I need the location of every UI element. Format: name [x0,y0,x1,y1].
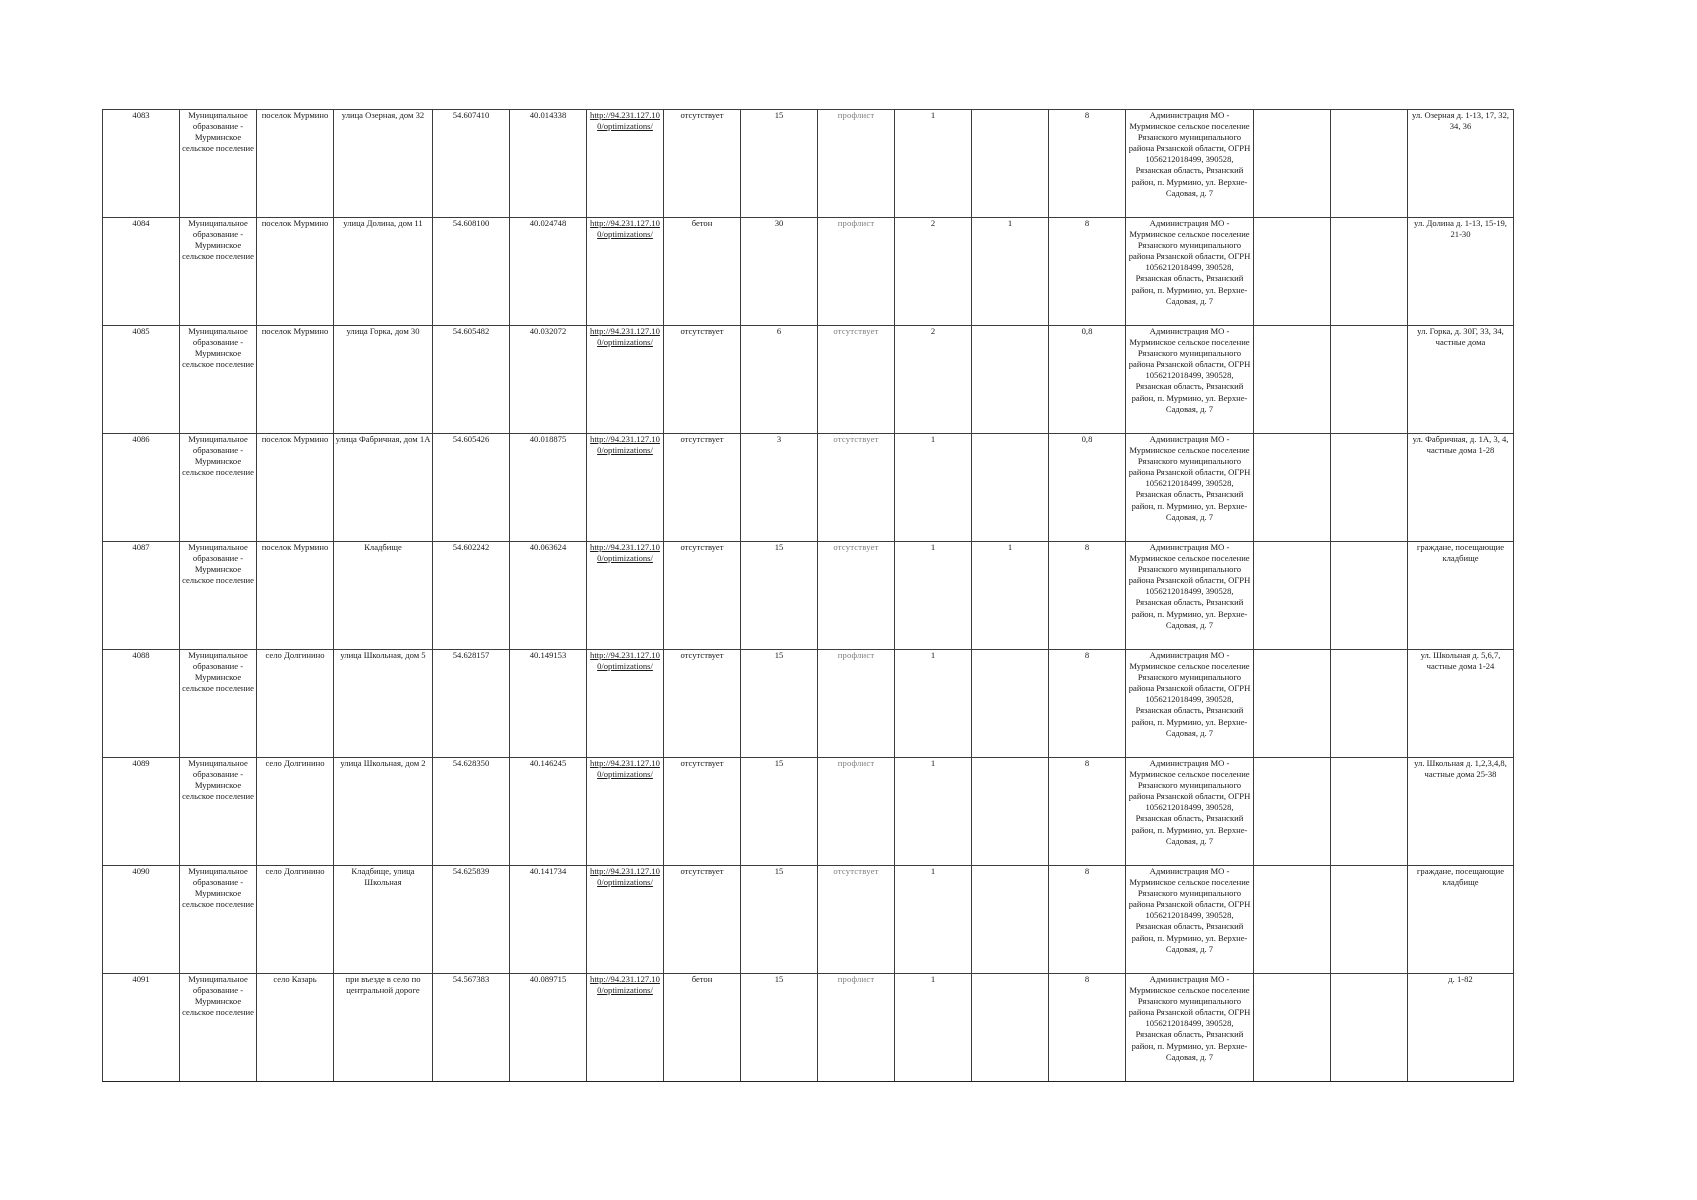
waste-sources-cell: граждане, посещающие кладбище [1408,866,1514,974]
map-link [587,542,664,650]
containers-count-cell: 1 [895,434,972,542]
latitude-cell: 54.607410 [433,110,510,218]
owner-cell: Администрация МО - Мурминское сельское поселение Рязанского муниципального района Рязанской области, ОГРН 1056212018499, 390528, Рязанская область, Рязанский район, п. Мурмино, ул. Верхне-Садовая, д. 7 [1126,974,1254,1082]
longitude-cell: 40.089715 [510,974,587,1082]
volume-cell: 8 [1049,110,1126,218]
municipality-cell: Муниципальное образование - Мурминское сельское поселение [180,434,257,542]
site-number-cell: 4085 [103,326,180,434]
waste-sites-table [102,109,1514,1082]
bunker-count-cell [972,326,1049,434]
surface-cell: отсутствует [664,650,741,758]
fence-cell: отсутствует [818,434,895,542]
table-row [103,110,1514,218]
address-cell: улица Школьная, дом 5 [334,650,433,758]
longitude-cell: 40.141734 [510,866,587,974]
owner-cell: Администрация МО - Мурминское сельское поселение Рязанского муниципального района Рязанской области, ОГРН 1056212018499, 390528, Рязанская область, Рязанский район, п. Мурмино, ул. Верхне-Садовая, д. 7 [1126,110,1254,218]
waste-sources-cell: ул. Долина д. 1-13, 15-19, 21-30 [1408,218,1514,326]
map-link[interactable]: http://94.231.127.10 0/optimizations/ [590,650,660,672]
owner-cell: Администрация МО - Мурминское сельское поселение Рязанского муниципального района Рязанской области, ОГРН 1056212018499, 390528, Рязанская область, Рязанский район, п. Мурмино, ул. Верхне-Садовая, д. 7 [1126,326,1254,434]
volume-cell: 0,8 [1049,326,1126,434]
empty-cell [1254,434,1331,542]
site-number-cell: 4089 [103,758,180,866]
site-number-cell: 4086 [103,434,180,542]
area-cell: 15 [741,974,818,1082]
containers-count-cell: 1 [895,866,972,974]
latitude-cell: 54.625839 [433,866,510,974]
waste-sources-cell: граждане, посещающие кладбище [1408,542,1514,650]
address-cell: улица Фабричная, дом 1А [334,434,433,542]
map-link[interactable]: http://94.231.127.10 0/optimizations/ [590,434,660,456]
map-link[interactable]: http://94.231.127.10 0/optimizations/ [590,542,660,564]
area-cell: 15 [741,758,818,866]
table-row [103,866,1514,974]
empty-cell [1331,758,1408,866]
surface-cell: отсутствует [664,866,741,974]
surface-cell: отсутствует [664,434,741,542]
bunker-count-cell [972,110,1049,218]
table-row [103,218,1514,326]
empty-cell [1331,650,1408,758]
map-link[interactable]: http://94.231.127.10 0/optimizations/ [590,866,660,888]
municipality-cell: Муниципальное образование - Мурминское сельское поселение [180,758,257,866]
volume-cell: 8 [1049,758,1126,866]
fence-cell: профлист [818,218,895,326]
fence-cell: профлист [818,974,895,1082]
volume-cell: 8 [1049,218,1126,326]
map-link [587,434,664,542]
longitude-cell: 40.024748 [510,218,587,326]
area-cell: 15 [741,866,818,974]
settlement-cell: село Долгинино [257,758,334,866]
empty-cell [1254,218,1331,326]
containers-count-cell: 1 [895,650,972,758]
longitude-cell: 40.146245 [510,758,587,866]
owner-cell: Администрация МО - Мурминское сельское поселение Рязанского муниципального района Рязанской области, ОГРН 1056212018499, 390528, Рязанская область, Рязанский район, п. Мурмино, ул. Верхне-Садовая, д. 7 [1126,542,1254,650]
map-link [587,110,664,218]
table-row [103,650,1514,758]
site-number-cell: 4083 [103,110,180,218]
site-number-cell: 4088 [103,650,180,758]
map-link [587,326,664,434]
surface-cell: отсутствует [664,758,741,866]
empty-cell [1331,974,1408,1082]
fence-cell: отсутствует [818,326,895,434]
municipality-cell: Муниципальное образование - Мурминское сельское поселение [180,326,257,434]
settlement-cell: село Казарь [257,974,334,1082]
latitude-cell: 54.605482 [433,326,510,434]
empty-cell [1331,542,1408,650]
map-link[interactable]: http://94.231.127.10 0/optimizations/ [590,974,660,996]
table-row [103,758,1514,866]
bunker-count-cell [972,434,1049,542]
owner-cell: Администрация МО - Мурминское сельское поселение Рязанского муниципального района Рязанской области, ОГРН 1056212018499, 390528, Рязанская область, Рязанский район, п. Мурмино, ул. Верхне-Садовая, д. 7 [1126,758,1254,866]
area-cell: 6 [741,326,818,434]
municipality-cell: Муниципальное образование - Мурминское сельское поселение [180,866,257,974]
address-cell: при въезде в село по центральной дороге [334,974,433,1082]
volume-cell: 8 [1049,650,1126,758]
containers-count-cell: 2 [895,218,972,326]
latitude-cell: 54.602242 [433,542,510,650]
table-row [103,974,1514,1082]
settlement-cell: село Долгинино [257,650,334,758]
site-number-cell: 4090 [103,866,180,974]
surface-cell: бетон [664,218,741,326]
bunker-count-cell [972,974,1049,1082]
longitude-cell: 40.063624 [510,542,587,650]
latitude-cell: 54.608100 [433,218,510,326]
longitude-cell: 40.149153 [510,650,587,758]
bunker-count-cell [972,758,1049,866]
map-link [587,974,664,1082]
address-cell: улица Озерная, дом 32 [334,110,433,218]
municipality-cell: Муниципальное образование - Мурминское сельское поселение [180,650,257,758]
settlement-cell: поселок Мурмино [257,326,334,434]
volume-cell: 8 [1049,974,1126,1082]
area-cell: 3 [741,434,818,542]
empty-cell [1254,326,1331,434]
empty-cell [1254,758,1331,866]
longitude-cell: 40.032072 [510,326,587,434]
owner-cell: Администрация МО - Мурминское сельское поселение Рязанского муниципального района Рязанской области, ОГРН 1056212018499, 390528, Рязанская область, Рязанский район, п. Мурмино, ул. Верхне-Садовая, д. 7 [1126,866,1254,974]
empty-cell [1254,974,1331,1082]
waste-sources-cell: ул. Школьная д. 1,2,3,4,8, частные дома 25-38 [1408,758,1514,866]
empty-cell [1331,866,1408,974]
waste-sources-cell: ул. Горка, д. 30Г, 33, 34, частные дома [1408,326,1514,434]
containers-count-cell: 1 [895,758,972,866]
waste-sources-cell: ул. Школьная д. 5,6,7, частные дома 1-24 [1408,650,1514,758]
fence-cell: отсутствует [818,542,895,650]
containers-count-cell: 1 [895,110,972,218]
owner-cell: Администрация МО - Мурминское сельское поселение Рязанского муниципального района Рязанской области, ОГРН 1056212018499, 390528, Рязанская область, Рязанский район, п. Мурмино, ул. Верхне-Садовая, д. 7 [1126,434,1254,542]
site-number-cell: 4084 [103,218,180,326]
surface-cell: отсутствует [664,326,741,434]
surface-cell: отсутствует [664,542,741,650]
fence-cell: профлист [818,650,895,758]
empty-cell [1331,110,1408,218]
surface-cell: бетон [664,974,741,1082]
settlement-cell: село Долгинино [257,866,334,974]
empty-cell [1254,110,1331,218]
address-cell: Кладбище [334,542,433,650]
owner-cell: Администрация МО - Мурминское сельское поселение Рязанского муниципального района Рязанской области, ОГРН 1056212018499, 390528, Рязанская область, Рязанский район, п. Мурмино, ул. Верхне-Садовая, д. 7 [1126,650,1254,758]
empty-cell [1254,650,1331,758]
settlement-cell: поселок Мурмино [257,542,334,650]
municipality-cell: Муниципальное образование - Мурминское сельское поселение [180,542,257,650]
bunker-count-cell [972,650,1049,758]
longitude-cell: 40.018875 [510,434,587,542]
settlement-cell: поселок Мурмино [257,110,334,218]
address-cell: Кладбище, улица Школьная [334,866,433,974]
map-link [587,218,664,326]
site-number-cell: 4091 [103,974,180,1082]
containers-count-cell: 1 [895,974,972,1082]
area-cell: 15 [741,650,818,758]
fence-cell: профлист [818,110,895,218]
fence-cell: профлист [818,758,895,866]
longitude-cell: 40.014338 [510,110,587,218]
map-link [587,866,664,974]
municipality-cell: Муниципальное образование - Мурминское сельское поселение [180,218,257,326]
table-row [103,434,1514,542]
empty-cell [1331,434,1408,542]
bunker-count-cell: 1 [972,542,1049,650]
empty-cell [1331,218,1408,326]
waste-sources-cell: ул. Озерная д. 1-13, 17, 32, 34, 36 [1408,110,1514,218]
bunker-count-cell: 1 [972,218,1049,326]
area-cell: 15 [741,110,818,218]
address-cell: улица Горка, дом 30 [334,326,433,434]
bunker-count-cell [972,866,1049,974]
containers-count-cell: 1 [895,542,972,650]
latitude-cell: 54.628157 [433,650,510,758]
fence-cell: отсутствует [818,866,895,974]
settlement-cell: поселок Мурмино [257,434,334,542]
empty-cell [1254,866,1331,974]
map-link[interactable]: http://94.231.127.10 0/optimizations/ [590,218,660,240]
latitude-cell: 54.567383 [433,974,510,1082]
municipality-cell: Муниципальное образование - Мурминское сельское поселение [180,110,257,218]
latitude-cell: 54.605426 [433,434,510,542]
address-cell: улица Долина, дом 11 [334,218,433,326]
map-link [587,758,664,866]
map-link [587,650,664,758]
area-cell: 15 [741,542,818,650]
volume-cell: 0,8 [1049,434,1126,542]
map-link[interactable]: http://94.231.127.10 0/optimizations/ [590,326,660,348]
waste-sources-cell: д. 1-82 [1408,974,1514,1082]
volume-cell: 8 [1049,866,1126,974]
waste-sources-cell: ул. Фабричная, д. 1А, 3, 4, частные дома 1-28 [1408,434,1514,542]
municipality-cell: Муниципальное образование - Мурминское сельское поселение [180,974,257,1082]
owner-cell: Администрация МО - Мурминское сельское поселение Рязанского муниципального района Рязанской области, ОГРН 1056212018499, 390528, Рязанская область, Рязанский район, п. Мурмино, ул. Верхне-Садовая, д. 7 [1126,218,1254,326]
map-link[interactable]: http://94.231.127.10 0/optimizations/ [590,110,660,132]
empty-cell [1254,542,1331,650]
site-number-cell: 4087 [103,542,180,650]
volume-cell: 8 [1049,542,1126,650]
latitude-cell: 54.628350 [433,758,510,866]
area-cell: 30 [741,218,818,326]
table-row [103,542,1514,650]
table-row [103,326,1514,434]
empty-cell [1331,326,1408,434]
address-cell: улица Школьная, дом 2 [334,758,433,866]
table-body [103,110,1514,1082]
map-link[interactable]: http://94.231.127.10 0/optimizations/ [590,758,660,780]
containers-count-cell: 2 [895,326,972,434]
surface-cell: отсутствует [664,110,741,218]
settlement-cell: поселок Мурмино [257,218,334,326]
